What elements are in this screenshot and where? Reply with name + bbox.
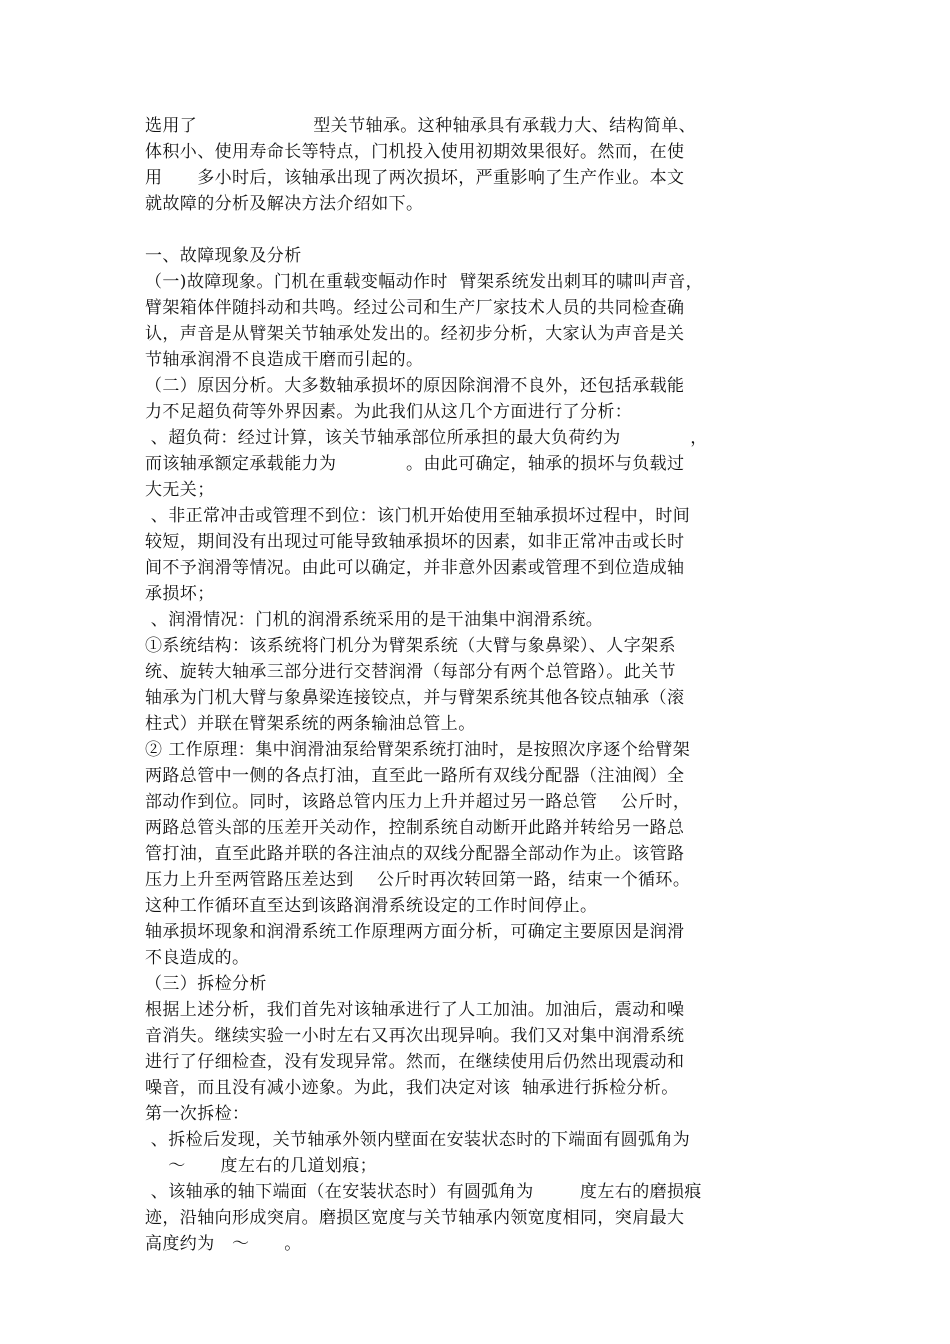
text-line: ② 工作原理：集中润滑油泵给臂架系统打油时，是按照次序逐个给臂架 bbox=[145, 740, 691, 760]
text-line: 而该轴承额定承载能力为 。由此可确定，轴承的损坏与负载过 bbox=[145, 454, 685, 474]
text-line: 用 多小时后，该轴承出现了两次损坏，严重影响了生产作业。本文 bbox=[145, 168, 685, 188]
text-line: 、润滑情况：门机的润滑系统采用的是干油集中润滑系统。 bbox=[145, 610, 604, 630]
text-line: 两路总管头部的压差开关动作，控制系统自动断开此路并转给另一路总 bbox=[145, 818, 685, 838]
text-line: ①系统结构：该系统将门机分为臂架系统（大臂与象鼻梁）、人字架系 bbox=[145, 636, 676, 656]
text-line: 两路总管中一侧的各点打油，直至此一路所有双线分配器（注油阀）全 bbox=[145, 766, 685, 786]
text-line: 就故障的分析及解决方法介绍如下。 bbox=[145, 194, 424, 214]
text-line: 体积小、使用寿命长等特点，门机投入使用初期效果很好。然而，在使 bbox=[145, 142, 685, 162]
paragraph-gap bbox=[145, 217, 745, 243]
text-line: 这种工作循环直至达到该路润滑系统设定的工作时间停止。 bbox=[145, 896, 598, 916]
text-line: 音消失。继续实验一小时左右又再次出现异响。我们又对集中润滑系统 bbox=[145, 1026, 685, 1046]
text-line: 管打油，直至此路并联的各注油点的双线分配器全部动作为止。该管路 bbox=[145, 844, 685, 864]
text-line: 迹，沿轴向形成突肩。磨损区宽度与关节轴承内领宽度相同，突肩最大 bbox=[145, 1208, 685, 1228]
text-line: 、非正常冲击或管理不到位：该门机开始使用至轴承损坏过程中，时间 bbox=[145, 506, 691, 526]
text-line: 部动作到位。同时，该路总管内压力上升并超过另一路总管 公斤时， bbox=[145, 792, 691, 812]
text-line: 较短，期间没有出现过可能导致轴承损坏的因素，如非正常冲击或长时 bbox=[145, 532, 685, 552]
text-line: 选用了 型关节轴承。这种轴承具有承载力大、结构简单、 bbox=[145, 116, 697, 136]
text-line: 柱式）并联在臂架系统的两条输油总管上。 bbox=[145, 714, 476, 734]
text-line: 大无关； bbox=[145, 480, 215, 500]
text-line: ～ 度左右的几道划痕； bbox=[145, 1156, 378, 1176]
text-line: 轴承损坏现象和润滑系统工作原理两方面分析，可确定主要原因是润滑 bbox=[145, 922, 685, 942]
text-line: 力不足超负荷等外界因素。为此我们从这几个方面进行了分析： bbox=[145, 402, 633, 422]
text-line: 压力上升至两管路压差达到 公斤时再次转回第一路，结束一个循环。 bbox=[145, 870, 691, 890]
text-line: 轴承为门机大臂与象鼻梁连接铰点，并与臂架系统其他各铰点轴承（滚 bbox=[145, 688, 685, 708]
text-line: （一)故障现象。门机在重载变幅动作时 臂架系统发出刺耳的啸叫声音， bbox=[145, 272, 704, 292]
text-line: 节轴承润滑不良造成干磨而引起的。 bbox=[145, 350, 424, 370]
text-line: 臂架箱体伴随抖动和共鸣。经过公司和生产厂家技术人员的共同检查确 bbox=[145, 298, 685, 318]
text-line: 、该轴承的轴下端面（在安装状态时）有圆弧角为 度左右的磨损痕 bbox=[145, 1182, 702, 1202]
text-line: 、超负荷：经过计算，该关节轴承部位所承担的最大负荷约为 ， bbox=[145, 428, 708, 448]
subsection-heading: （三）拆检分析 bbox=[145, 974, 267, 994]
text-line: 不良造成的。 bbox=[145, 948, 250, 968]
section-heading: 一、故障现象及分析 bbox=[145, 246, 302, 266]
text-line: 统、旋转大轴承三部分进行交替润滑（每部分有两个总管路）。此关节 bbox=[145, 662, 676, 682]
text-line: 根据上述分析，我们首先对该轴承进行了人工加油。加油后，震动和噪 bbox=[145, 1000, 685, 1020]
text-line: 进行了仔细检查，没有发现异常。然而，在继续使用后仍然出现震动和 bbox=[145, 1052, 685, 1072]
text-line: 认，声音是从臂架关节轴承处发出的。经初步分析，大家认为声音是关 bbox=[145, 324, 685, 344]
text-line: 高度约为 ～ 。 bbox=[145, 1234, 302, 1254]
text-line: 第一次拆检： bbox=[145, 1104, 250, 1124]
text-line: 噪音，而且没有减小迹象。为此，我们决定对该 轴承进行拆检分析。 bbox=[145, 1078, 679, 1098]
text-line: 承损坏； bbox=[145, 584, 215, 604]
document-body bbox=[145, 113, 745, 1257]
text-line: 、拆检后发现，关节轴承外领内壁面在安装状态时的下端面有圆弧角为 bbox=[145, 1130, 691, 1150]
text-line: 间不予润滑等情况。由此可以确定，并非意外因素或管理不到位造成轴 bbox=[145, 558, 685, 578]
text-line: （二）原因分析。大多数轴承损坏的原因除润滑不良外，还包括承载能 bbox=[145, 376, 685, 396]
